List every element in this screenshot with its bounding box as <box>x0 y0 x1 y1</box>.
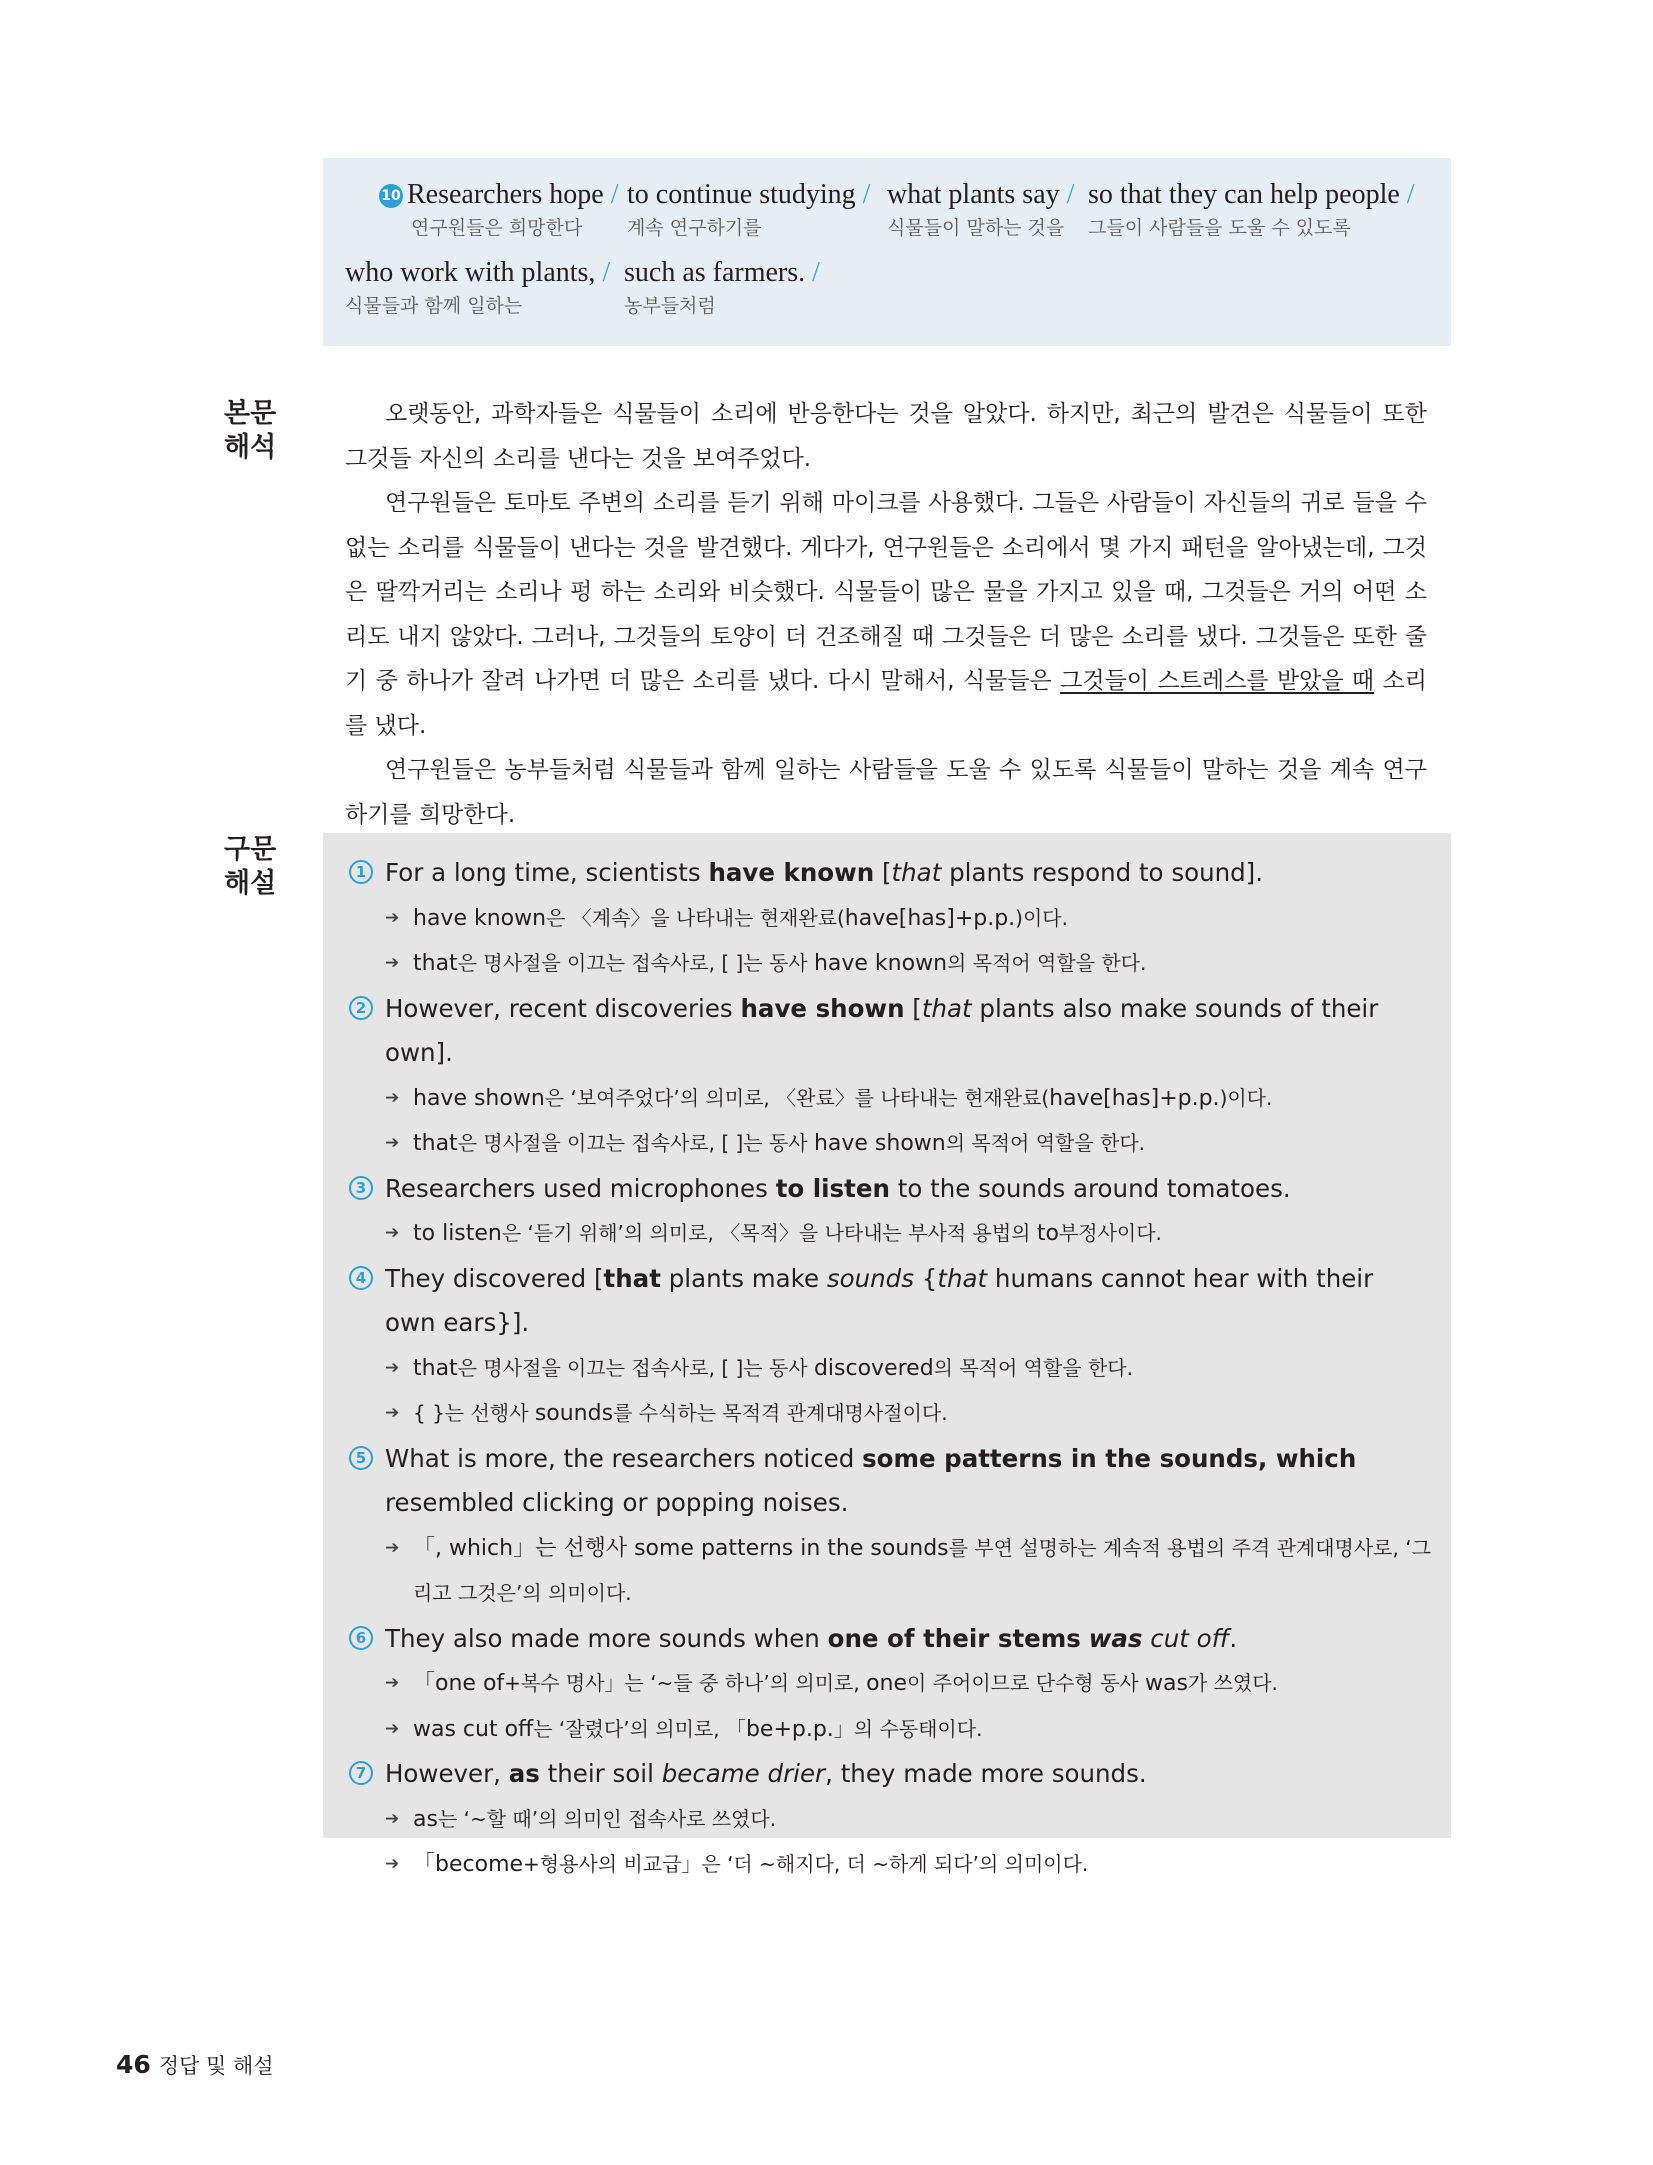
text-run: have known <box>813 951 948 976</box>
slash-mark: / <box>610 179 619 210</box>
text-run: For a long time, scientists <box>385 858 709 887</box>
text-run: )이다. <box>1015 905 1068 930</box>
translation-text <box>345 392 1427 837</box>
structure-item-7 <box>349 1752 1431 1888</box>
sentence-number-badge: 10 <box>379 184 403 208</box>
label-line: 구문 <box>224 834 277 865</box>
text-run: discovered <box>813 1355 934 1381</box>
text-run: 이 주어이므로 단수형 동사 <box>907 1671 1145 1695</box>
text-run: However, recent discoveries <box>385 993 741 1023</box>
text-run: plants also make sounds of their own]. <box>385 993 1379 1067</box>
text-run: have[has]+p.p. <box>844 905 1016 931</box>
text-run: 」의 수동태이다. <box>833 1716 983 1741</box>
text-run: that <box>413 1355 458 1381</box>
translation-paragraph-3: 연구원들은 농부들처럼 식물들과 함께 일하는 사람들을 도울 수 있도록 식물들이 말하는 것을 계속 연구하기를 희망한다. <box>345 757 1427 828</box>
structure-item-1 <box>349 851 1431 987</box>
text-run: They also made more sounds when <box>385 1623 828 1653</box>
item-note <box>385 941 1431 987</box>
bold-run: have shown <box>740 993 905 1023</box>
text-run: 은 〈계속〉을 나타내는 현재완료( <box>546 905 845 930</box>
text-run: )이다. <box>1219 1085 1273 1110</box>
text-run: 소리를 냈다. <box>345 668 1427 739</box>
item-note <box>385 896 1431 942</box>
bold-run: some patterns in the sounds, which <box>862 1443 1357 1473</box>
bold-run: one of their stems <box>827 1623 1081 1653</box>
text-run: 은 ‘듣기 위해’의 의미로, 〈목적〉을 나타내는 부사적 용법의 <box>501 1221 1037 1245</box>
translation-paragraph-1: 오랫동안, 과학자들은 식물들이 소리에 반응한다는 것을 알았다. 하지만, 최근의 발견은 식물들이 또한 그것들 자신의 소리를 낸다는 것을 보여주었다. <box>345 401 1427 472</box>
translation-label <box>224 397 284 465</box>
slash-mark: / <box>1066 179 1075 210</box>
item-note <box>385 1842 1431 1888</box>
item-note <box>385 1346 1431 1392</box>
item-note <box>385 1391 1431 1437</box>
chunk-en: such as farmers. <box>624 257 806 288</box>
text-run: { <box>913 1263 938 1293</box>
text-run: 「 <box>413 1671 436 1696</box>
text-run: [ <box>874 858 892 887</box>
slash-reading-box <box>323 158 1451 346</box>
text-run: 「 <box>413 1852 436 1877</box>
text-run: plants respond to sound]. <box>941 858 1264 887</box>
text-run: have known <box>413 905 547 931</box>
text-run: 의 목적어 역할을 한다. <box>947 951 1147 975</box>
text-run: What is more, the researchers noticed <box>385 1443 863 1473</box>
chunk-2 <box>627 178 870 240</box>
item-number-badge: 7 <box>349 1761 373 1785</box>
text-run: , they made more sounds. <box>825 1759 1147 1788</box>
italic-run: that <box>921 993 972 1023</box>
chunk-en: to continue studying <box>627 179 856 210</box>
text-run: that <box>413 951 458 976</box>
text-run <box>1081 1624 1089 1653</box>
slash-mark: / <box>602 257 611 288</box>
bold-run: to listen <box>775 1173 890 1203</box>
text-run: to <box>1036 1221 1059 1246</box>
italic-run: cut off <box>1150 1623 1230 1653</box>
italic-run: that <box>937 1263 988 1293</box>
text-run: that <box>413 1131 458 1156</box>
structure-item-5 <box>349 1437 1431 1617</box>
text-run: resembled clicking or popping noises. <box>385 1488 849 1517</box>
item-sentence <box>385 1617 1431 1662</box>
label-line: 해석 <box>224 432 277 463</box>
structure-item-4 <box>349 1257 1431 1437</box>
text-run: 는 ‘잘렸다’의 의미로, 「 <box>533 1716 746 1741</box>
text-run: plants make <box>660 1263 827 1293</box>
text-run: some patterns in the sounds <box>634 1535 949 1561</box>
text-run: However, <box>385 1759 509 1788</box>
item-number-badge: 6 <box>349 1626 373 1650</box>
text-run: +형용사의 비교급」은 ‘더 ~해지다, 더 ~하게 되다’의 의미이다. <box>523 1852 1089 1876</box>
item-sentence <box>385 1167 1431 1212</box>
label-line: 본문 <box>224 398 277 429</box>
bold-run: that <box>603 1263 661 1293</box>
chunk-ko: 식물들과 함께 일하는 <box>345 295 523 317</box>
item-number-badge: 2 <box>349 996 373 1020</box>
chunk-en: so that they can help people <box>1088 179 1400 210</box>
item-number-badge: 1 <box>349 860 373 884</box>
slash-mark: / <box>812 257 820 288</box>
text-run: 가 쓰였다. <box>1187 1671 1278 1695</box>
item-number-badge: 4 <box>349 1266 373 1290</box>
bold-run: have known <box>708 858 875 887</box>
page-number: 46 <box>116 2050 151 2079</box>
text-run: 는 ‘~할 때’의 의미인 접속사로 쓰였다. <box>437 1806 777 1831</box>
chunk-ko: 농부들처럼 <box>624 295 716 317</box>
italic-run: became drier <box>661 1759 826 1788</box>
text-run: have shown <box>813 1131 946 1156</box>
chunk-3 <box>887 178 1074 240</box>
chunk-5 <box>345 256 610 318</box>
text-run: have[has]+p.p. <box>1049 1085 1220 1111</box>
item-sentence <box>385 851 1431 896</box>
bold-italic-run: was <box>1088 1623 1143 1653</box>
text-run: become <box>435 1852 524 1877</box>
text-run: to the sounds around tomatoes. <box>889 1173 1291 1203</box>
text-run: +복수 명사」는 ‘~들 중 하나’의 의미로, <box>504 1671 867 1695</box>
text-run: humans cannot hear with their own ears}]. <box>385 1263 1374 1337</box>
structure-item-2 <box>349 987 1431 1167</box>
underlined-phrase: 그것들이 스트레스를 받았을 때 <box>1060 668 1375 694</box>
chunk-4 <box>1088 178 1415 240</box>
slash-mark: / <box>1406 179 1415 210</box>
text-run: Researchers used microphones <box>385 1173 776 1203</box>
translation-paragraph-2 <box>345 481 1427 748</box>
item-number-badge: 3 <box>349 1176 373 1200</box>
item-sentence <box>385 1257 1431 1346</box>
bold-run: as <box>508 1759 540 1788</box>
italic-run: sounds <box>826 1263 914 1293</box>
item-note <box>385 1121 1431 1167</box>
text-run: 의 목적어 역할을 한다. <box>945 1131 1146 1155</box>
structure-explanation-box <box>323 833 1451 1877</box>
chunk-en: what plants say <box>887 179 1060 210</box>
text-run: 를 부연 설명하는 계속적 용법의 주격 관계대명사로, ‘그리고 그것은’의 의미이다. <box>413 1535 1431 1605</box>
text-run: one of <box>435 1671 505 1696</box>
text-run: [ <box>904 993 922 1023</box>
text-run: They discovered [ <box>385 1263 604 1293</box>
chunk-6 <box>624 256 820 318</box>
page-footer <box>116 2050 274 2081</box>
chunk-ko: 계속 연구하기를 <box>627 217 762 239</box>
item-number-badge: 5 <box>349 1446 373 1470</box>
text-run: 은 명사절을 이끄는 접속사로, [ ]는 동사 <box>457 951 814 975</box>
text-run: sounds <box>534 1401 614 1426</box>
chunk-en: Researchers hope <box>407 179 604 210</box>
text-run: 연구원들은 토마토 주변의 소리를 듣기 위해 마이크를 사용했다. 그들은 사람들이 자신들의 귀로 들을 수 없는 소리를 식물들이 낸다는 것을 발견했다. 게다가, 연구원들은 소리에서 몇 가지 패턴을 알아냈는데, 그것은 딸깍거리는 소리나 펑 하는 소리와 비슷했다. 식물들이 많은 물을 가지고 있을 때, 그것들은 거의 어떤 소리도 내지 않았다. 그러나, 그것들의 토양이 더 건조해질 때 그것들은 더 많은 소리를 냈다. 그것들은 또한 줄기 중 하나가 잘려 나가면 더 많은 소리를 냈다. 다시 말해서, 식물들은 <box>345 490 1427 694</box>
text-run: have shown <box>413 1085 545 1111</box>
item-note <box>385 1211 1431 1257</box>
text-run: 를 수식하는 목적격 관계대명사절이다. <box>613 1401 948 1425</box>
text-run: 부정사이다. <box>1058 1221 1162 1245</box>
italic-run: that <box>891 858 942 887</box>
item-note <box>385 1076 1431 1122</box>
text-run: 의 목적어 역할을 한다. <box>933 1355 1133 1380</box>
text-run: one <box>866 1671 908 1696</box>
chunk-ko: 식물들이 말하는 것을 <box>887 217 1065 239</box>
structure-label <box>224 833 284 901</box>
item-note <box>385 1661 1431 1707</box>
text-run: 「, which」는 선행사 <box>413 1535 635 1561</box>
text-run: their soil <box>539 1759 662 1788</box>
item-sentence <box>385 1752 1431 1797</box>
item-note <box>385 1707 1431 1753</box>
footer-section-title: 정답 및 해설 <box>158 2054 274 2078</box>
chunk-ko: 그들이 사람들을 도울 수 있도록 <box>1088 217 1351 239</box>
label-line: 해설 <box>224 868 277 899</box>
text-run: 은 ‘보여주었다’의 의미로, 〈완료〉를 나타내는 현재완료( <box>544 1085 1050 1110</box>
chunk-1 <box>379 178 618 240</box>
item-sentence <box>385 1437 1431 1526</box>
text-run: was cut off <box>413 1716 534 1742</box>
text-run: 은 명사절을 이끄는 접속사로, [ ]는 동사 <box>457 1355 814 1380</box>
text-run: was <box>1144 1671 1188 1696</box>
structure-item-3 <box>349 1167 1431 1257</box>
text-run: as <box>413 1806 438 1832</box>
structure-item-6 <box>349 1617 1431 1753</box>
item-note <box>385 1526 1431 1617</box>
chunk-en: who work with plants, <box>345 257 596 288</box>
text-run: . <box>1229 1623 1238 1653</box>
item-sentence <box>385 987 1431 1076</box>
chunk-ko: 연구원들은 희망한다 <box>411 217 583 239</box>
text-run: 은 명사절을 이끄는 접속사로, [ ]는 동사 <box>457 1131 814 1155</box>
text-run: { }는 선행사 <box>413 1401 535 1425</box>
item-note <box>385 1797 1431 1843</box>
text-run: to listen <box>413 1221 502 1246</box>
text-run: be+p.p. <box>745 1716 834 1742</box>
slash-mark: / <box>862 179 871 210</box>
